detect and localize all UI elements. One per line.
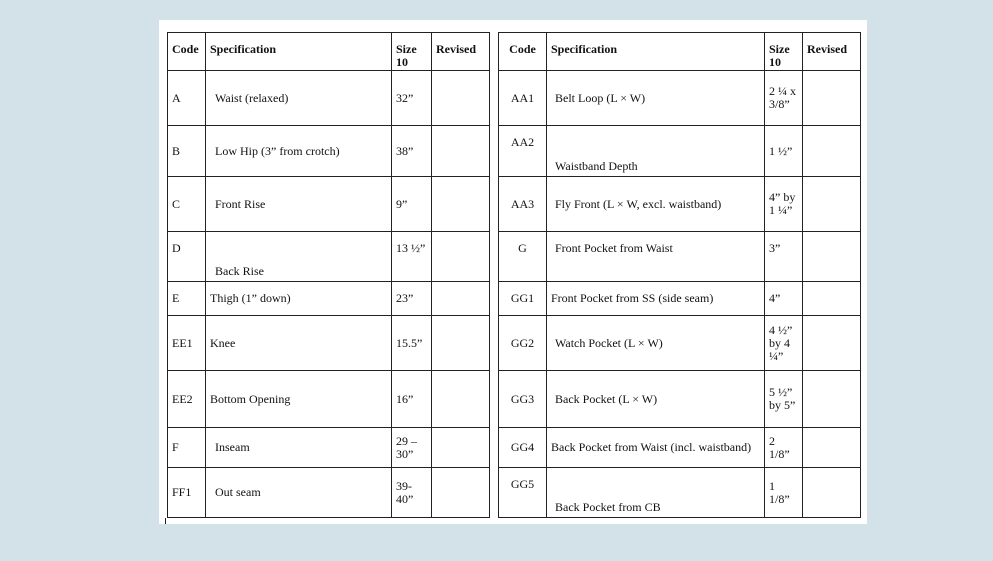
row-size: 32” bbox=[392, 71, 432, 126]
row-specification: Back Pocket from Waist (incl. waistband) bbox=[547, 428, 765, 468]
row-revised bbox=[803, 468, 861, 518]
row-size: 4 ½” by 4 ¼” bbox=[765, 316, 803, 371]
row-code: G bbox=[499, 232, 547, 282]
row-revised bbox=[432, 371, 490, 428]
row-code: AA2 bbox=[499, 126, 547, 177]
row-code: GG2 bbox=[499, 316, 547, 371]
row-revised bbox=[432, 316, 490, 371]
row-revised bbox=[803, 232, 861, 282]
spec-sheet-page bbox=[159, 20, 867, 524]
row-revised bbox=[803, 71, 861, 126]
row-size: 16” bbox=[392, 371, 432, 428]
row-code: D bbox=[168, 232, 206, 282]
row-size: 1 ½” bbox=[765, 126, 803, 177]
table-header-row bbox=[168, 33, 490, 71]
table-row bbox=[168, 177, 490, 232]
row-size: 13 ½” bbox=[392, 232, 432, 282]
row-size: 3” bbox=[765, 232, 803, 282]
spec-table-left bbox=[167, 32, 490, 518]
row-specification: Knee bbox=[206, 316, 392, 371]
row-specification: Waistband Depth bbox=[547, 126, 765, 177]
header-revised: Revised bbox=[803, 33, 861, 71]
row-revised bbox=[803, 428, 861, 468]
row-specification: Watch Pocket (L × W) bbox=[547, 316, 765, 371]
row-size: 4” bbox=[765, 282, 803, 316]
page-edge-mark bbox=[165, 518, 166, 524]
row-revised bbox=[803, 126, 861, 177]
row-revised bbox=[803, 316, 861, 371]
row-code: GG1 bbox=[499, 282, 547, 316]
row-revised bbox=[432, 428, 490, 468]
table-row bbox=[168, 282, 490, 316]
row-code: EE2 bbox=[168, 371, 206, 428]
row-specification: Inseam bbox=[206, 428, 392, 468]
row-specification: Waist (relaxed) bbox=[206, 71, 392, 126]
row-size: 2 1/8” bbox=[765, 428, 803, 468]
table-row bbox=[168, 371, 490, 428]
row-size: 29 – 30” bbox=[392, 428, 432, 468]
row-specification: Out seam bbox=[206, 468, 392, 518]
header-size: Size 10 bbox=[392, 33, 432, 71]
table-row bbox=[499, 371, 861, 428]
row-size: 38” bbox=[392, 126, 432, 177]
row-specification: Front Pocket from Waist bbox=[547, 232, 765, 282]
table-row bbox=[499, 71, 861, 126]
row-revised bbox=[432, 282, 490, 316]
row-code: GG4 bbox=[499, 428, 547, 468]
row-size: 5 ½” by 5” bbox=[765, 371, 803, 428]
row-code: A bbox=[168, 71, 206, 126]
table-row bbox=[168, 428, 490, 468]
header-code: Code bbox=[499, 33, 547, 71]
row-specification: Belt Loop (L × W) bbox=[547, 71, 765, 126]
row-specification: Back Pocket (L × W) bbox=[547, 371, 765, 428]
row-revised bbox=[803, 177, 861, 232]
table-row bbox=[499, 316, 861, 371]
row-specification: Front Rise bbox=[206, 177, 392, 232]
row-code: AA3 bbox=[499, 177, 547, 232]
row-specification: Front Pocket from SS (side seam) bbox=[547, 282, 765, 316]
row-size: 23” bbox=[392, 282, 432, 316]
header-specification: Specification bbox=[547, 33, 765, 71]
row-code: FF1 bbox=[168, 468, 206, 518]
row-revised bbox=[803, 282, 861, 316]
table-row bbox=[499, 282, 861, 316]
row-code: B bbox=[168, 126, 206, 177]
row-revised bbox=[432, 177, 490, 232]
table-row bbox=[168, 316, 490, 371]
table-row bbox=[168, 71, 490, 126]
table-row bbox=[499, 428, 861, 468]
row-size: 2 ¼ x 3/8” bbox=[765, 71, 803, 126]
row-specification: Bottom Opening bbox=[206, 371, 392, 428]
row-code: EE1 bbox=[168, 316, 206, 371]
table-row bbox=[499, 468, 861, 518]
row-code: C bbox=[168, 177, 206, 232]
row-code: GG5 bbox=[499, 468, 547, 518]
row-size: 9” bbox=[392, 177, 432, 232]
row-size: 39-40” bbox=[392, 468, 432, 518]
row-revised bbox=[432, 232, 490, 282]
row-size: 1 1/8” bbox=[765, 468, 803, 518]
row-specification: Low Hip (3” from crotch) bbox=[206, 126, 392, 177]
header-size: Size 10 bbox=[765, 33, 803, 71]
table-row bbox=[168, 468, 490, 518]
row-code: GG3 bbox=[499, 371, 547, 428]
table-row bbox=[499, 126, 861, 177]
row-specification: Fly Front (L × W, excl. waistband) bbox=[547, 177, 765, 232]
row-specification: Back Rise bbox=[206, 232, 392, 282]
row-code: F bbox=[168, 428, 206, 468]
row-size: 15.5” bbox=[392, 316, 432, 371]
table-header-row bbox=[499, 33, 861, 71]
row-revised bbox=[432, 126, 490, 177]
row-revised bbox=[803, 371, 861, 428]
table-row bbox=[168, 126, 490, 177]
table-row bbox=[168, 232, 490, 282]
row-code: AA1 bbox=[499, 71, 547, 126]
row-revised bbox=[432, 71, 490, 126]
header-revised: Revised bbox=[432, 33, 490, 71]
row-specification: Thigh (1” down) bbox=[206, 282, 392, 316]
header-specification: Specification bbox=[206, 33, 392, 71]
spec-table-right bbox=[498, 32, 861, 518]
row-size: 4” by 1 ¼” bbox=[765, 177, 803, 232]
row-specification: Back Pocket from CB bbox=[547, 468, 765, 518]
table-row bbox=[499, 232, 861, 282]
header-code: Code bbox=[168, 33, 206, 71]
row-revised bbox=[432, 468, 490, 518]
row-code: E bbox=[168, 282, 206, 316]
table-row bbox=[499, 177, 861, 232]
